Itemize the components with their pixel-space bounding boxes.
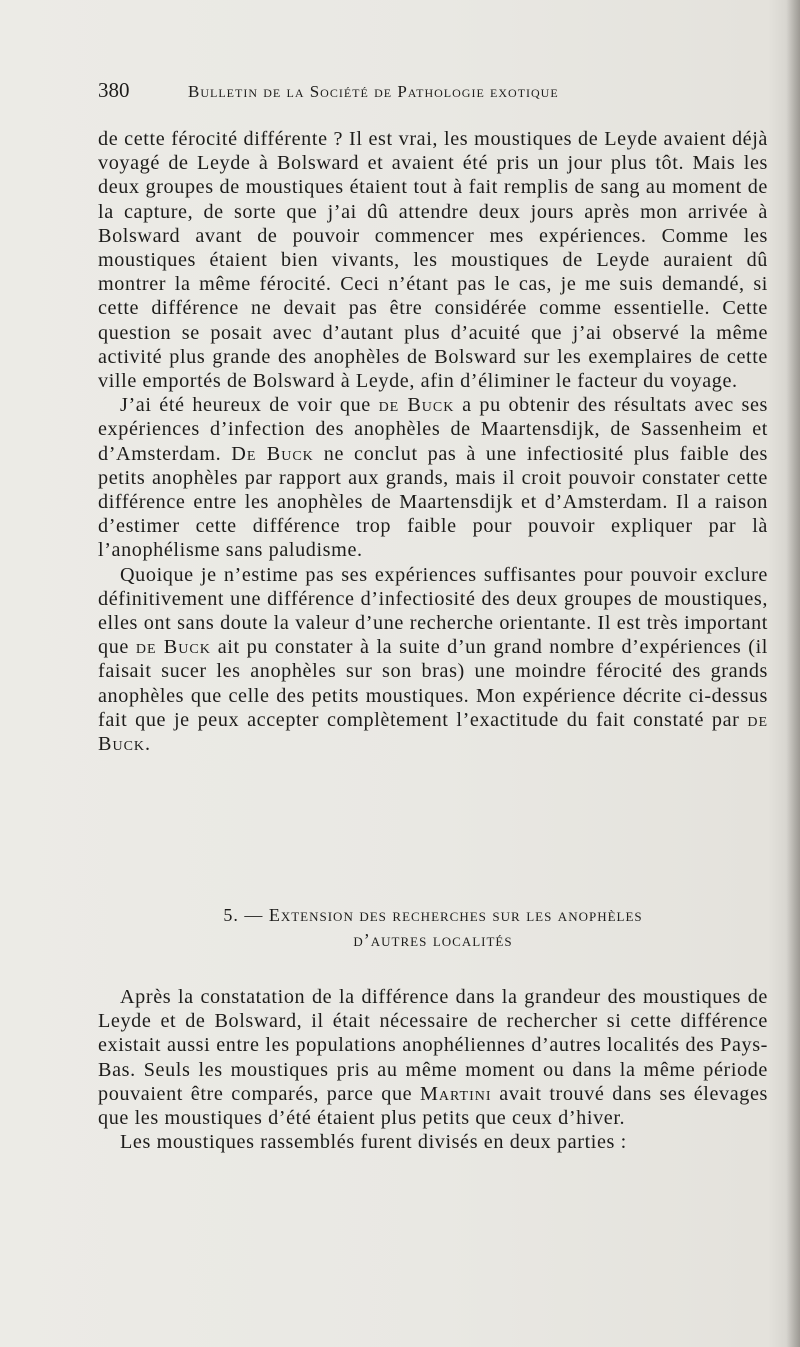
paragraph-3-mid: ait pu constater à la suite d’un grand nombre d’expériences (il faisait sucer les anophèles sur son bras) une moindre férocité des grands anophèles que celle des petits moustiques. Mon expérience décrite ci-dessus fait que je peux accepter complètement l’exactitude du fait constaté par [98, 636, 768, 731]
section-heading-line-1: 5. — Extension des recherches sur les anophèles [223, 905, 643, 925]
page-edge-shadow [786, 0, 800, 1347]
paragraph-1-text: de cette férocité différente ? Il est vrai, les moustiques de Leyde avaient déjà voyagé de Leyde à Bolsward et avaient été pris un jour plus tôt. Mais les deux groupes de moustiques étaient tout à fait remplis de sang au moment de la capture, de sorte que j’ai dû attendre deux jours après mon arrivée à Bolsward avant de pouvoir commencer mes expériences. Comme les moustiques étaient bien vivants, les moustiques de Leyde auraient dû montrer la même férocité. Ceci n’étant pas le cas, je me suis demandé, si cette différence ne devait pas être considérée comme essentielle. Cette question se posait avec d’autant plus d’acuité que j’ai observé la même activité plus grande des anophèles de Bolsward sur les exemplaires de cette ville emportés de Bolsward à Leyde, afin d’éliminer le facteur du voyage. [98, 128, 768, 393]
paragraph-3-pre: Quoique je n’estime pas ses expériences suffisantes pour pouvoir exclure définitivement une différence d’infectiosité des deux groupes de moustiques, elles ont sans doute la valeur d’une recherche orientante. Il est très important que [98, 563, 768, 659]
author-name-martini: Martini [419, 1082, 492, 1105]
paragraph-2-mid: a pu obtenir des résultats avec ses expériences d’infection des anophèles de Maartensdijk, de Sassenheim et d’Amsterdam. [98, 394, 768, 465]
paragraph-4-pre: Après la constatation de la différence dans la grandeur des moustiques de Leyde et de Bolsward, il était nécessaire de rechercher si cette différence existait aussi entre les populations anophéliennes d’autres localités des Pays-Bas. Seuls les moustiques pris au même moment ou dans la même période pouvaient être comparés, parce que [98, 986, 768, 1105]
paragraph-4-post: avait trouvé dans ses élevages que les moustiques d’été étaient plus petits que ceux d’hiver. [98, 1082, 768, 1130]
body-text-bottom [98, 985, 768, 1154]
paragraph-5-text: Les moustiques rassemblés furent divisés en deux parties : [120, 1131, 627, 1154]
paragraph-2-pre: J’ai été heureux de voir que [120, 394, 379, 417]
author-name-de-buck: de Buck [378, 394, 455, 417]
paragraph-3-post: . [145, 733, 151, 756]
running-header [98, 78, 738, 108]
author-name-de-buck: de Buck [135, 636, 211, 659]
section-heading [98, 903, 768, 953]
paragraph-2-post: ne conclut pas à une infectiosité plus faible des petits anophèles par rapport aux grands, mais il croit pouvoir constater cette différence entre les anophèles de Maartensdijk et d’Amsterdam. Il a raison d’estimer cette différence trop faible pour pouvoir expliquer par là l’anophélisme sans paludisme. [98, 442, 768, 562]
paragraph-5 [98, 1130, 768, 1154]
running-title: Bulletin de la Société de Pathologie exotique [188, 82, 559, 101]
page-number: 380 [98, 78, 130, 102]
author-name-de-buck: de Buck [98, 708, 768, 756]
paragraph-4 [98, 985, 768, 1130]
paragraph-3 [98, 563, 768, 757]
section-heading-line-2: d’autres localités [353, 930, 513, 950]
paragraph-2 [98, 393, 768, 562]
body-text-top [98, 127, 768, 756]
author-name-de-buck: De Buck [231, 442, 314, 465]
paragraph-1 [98, 127, 768, 393]
